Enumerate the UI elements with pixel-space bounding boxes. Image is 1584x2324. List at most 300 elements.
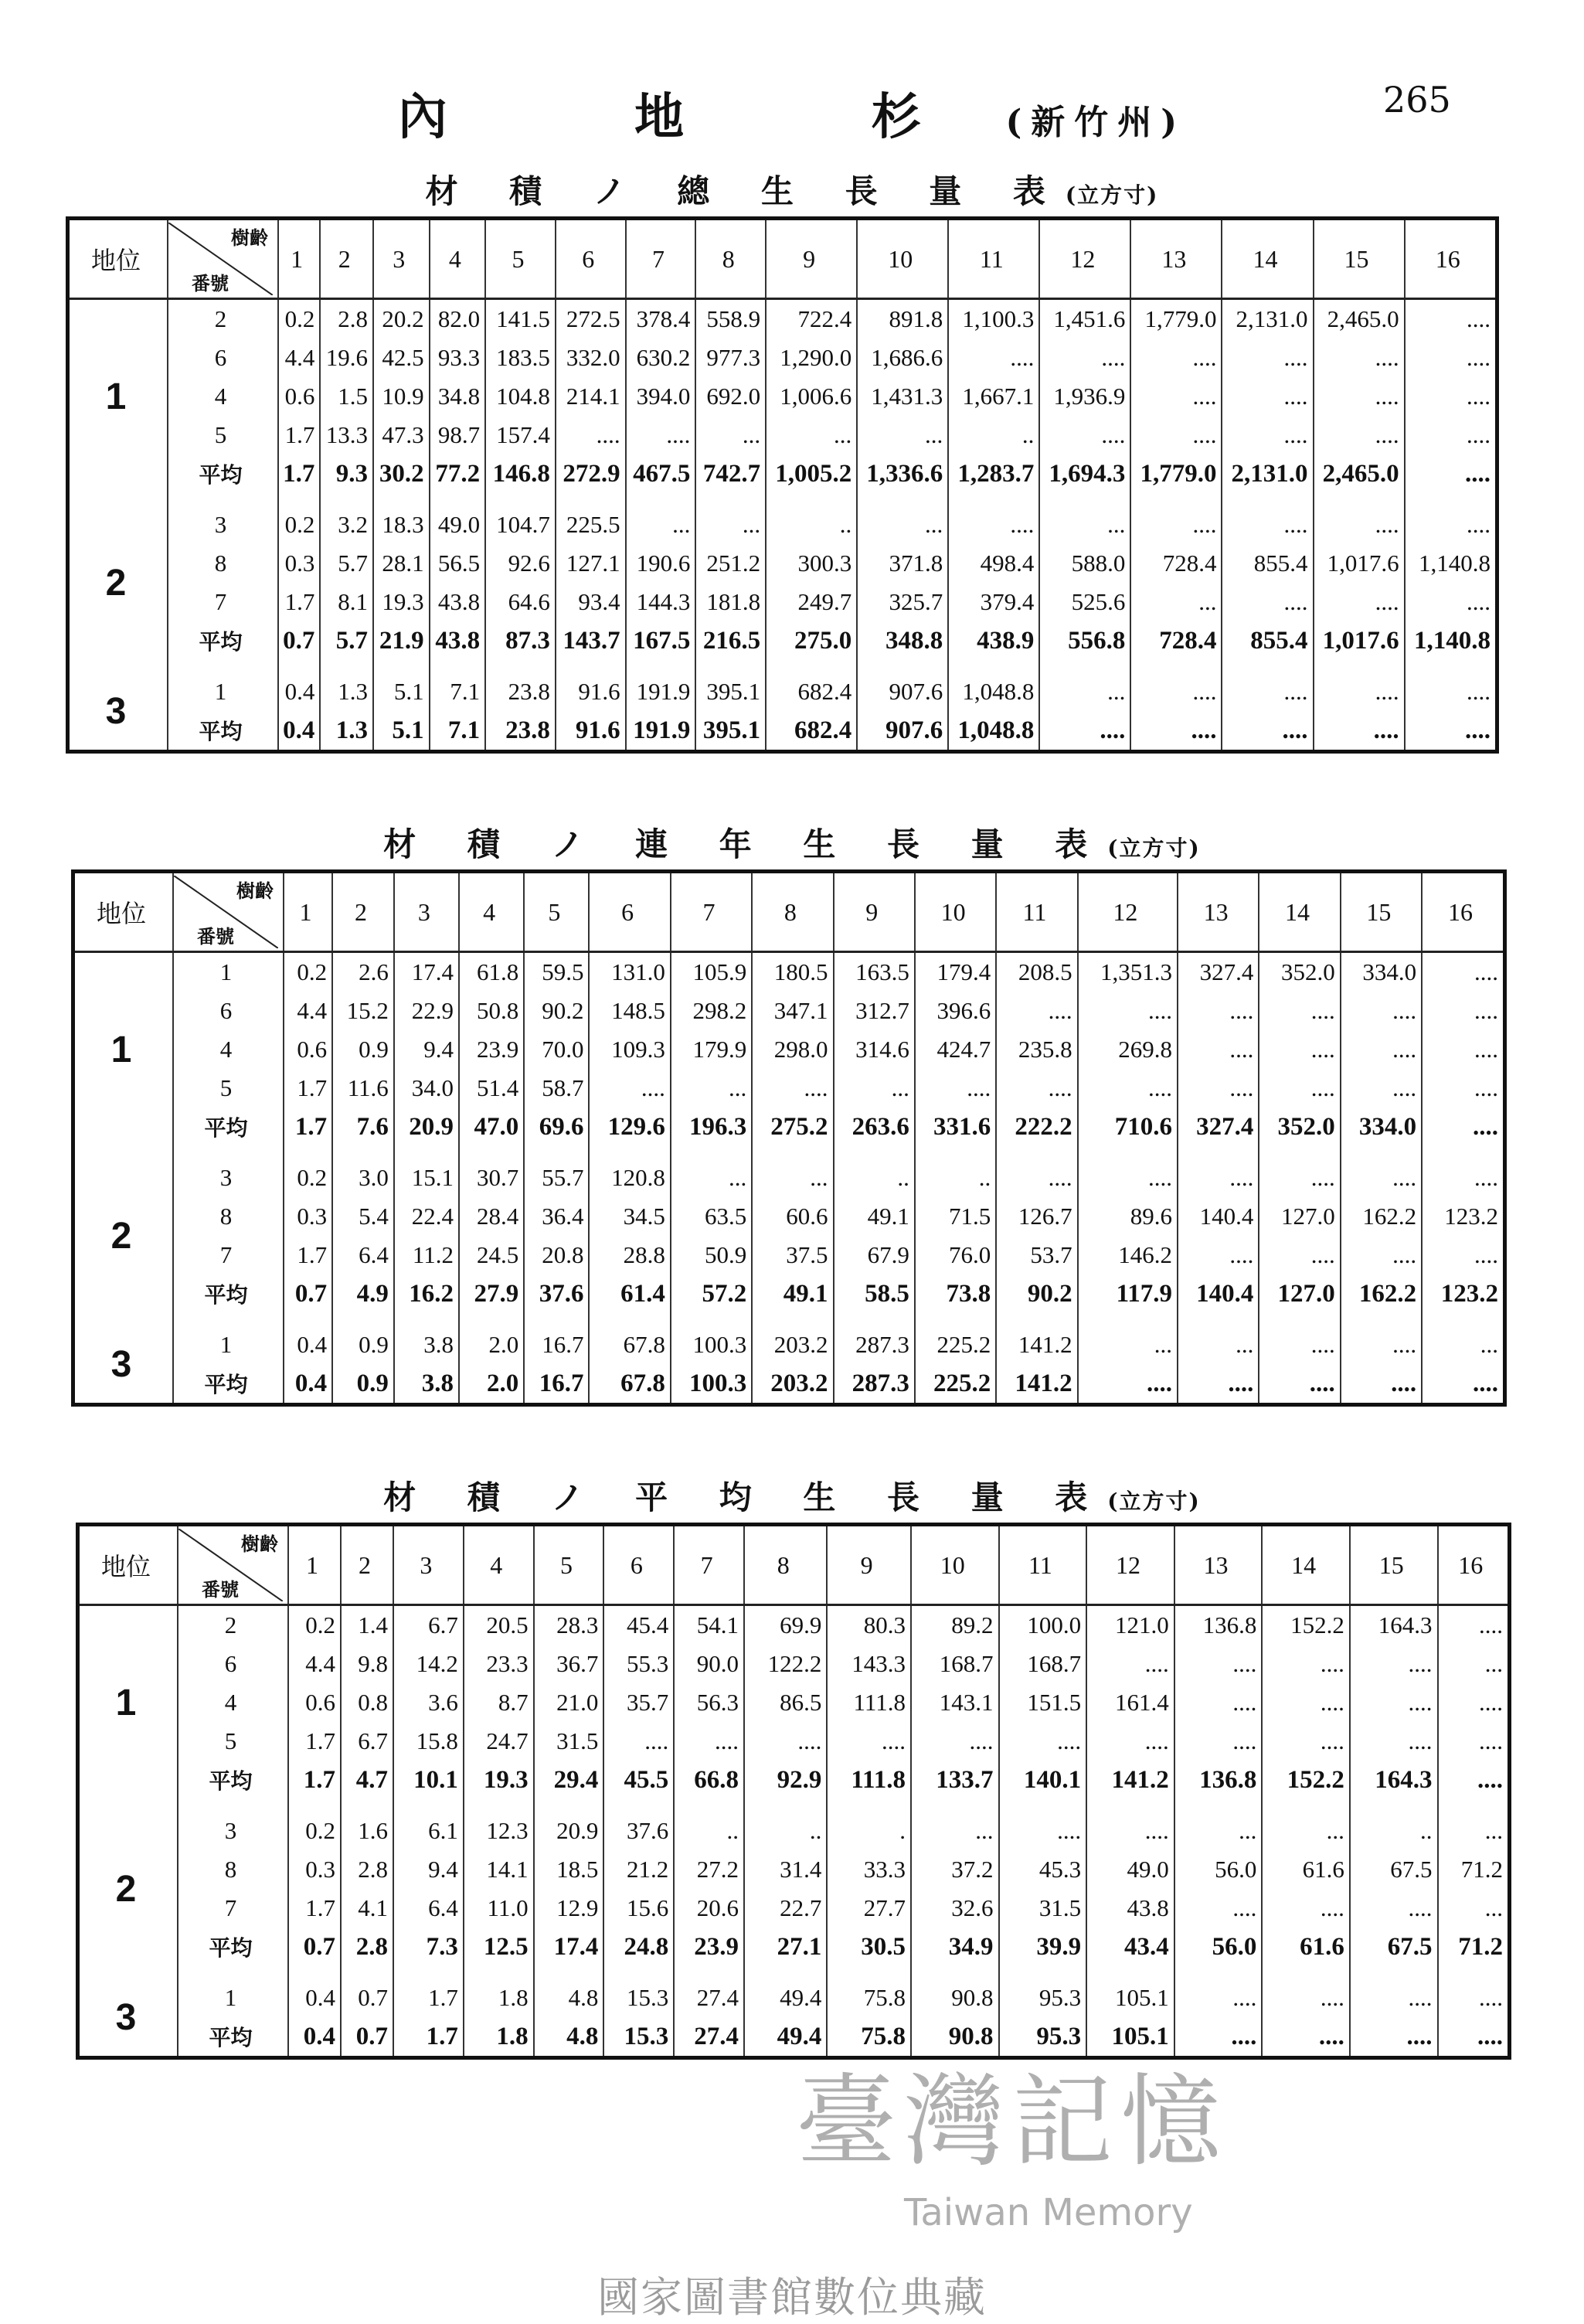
gap-cell [332,1313,394,1325]
age-column-header: 10 [857,219,948,299]
value-cell: 2.8 [341,1850,393,1889]
value-cell: 1.7 [288,1889,341,1928]
value-cell: 24.7 [464,1722,534,1761]
value-cell: 4.8 [534,1979,604,2017]
value-cell: 467.5 [626,454,696,493]
gap-cell [911,1799,999,1812]
gap-cell [168,493,278,505]
value-cell: 43.8 [430,621,486,660]
value-cell: 28.3 [534,1605,604,1645]
value-cell: ... [1178,1325,1259,1364]
gap-cell [834,1146,915,1159]
watermark-text-en: Taiwan Memory [904,2191,1193,2234]
value-cell: .... [1262,1683,1350,1722]
value-cell: 395.1 [695,711,766,752]
gap-cell [288,1966,341,1979]
value-cell: 37.6 [603,1812,674,1850]
average-row [73,1108,1505,1146]
gap-cell [168,660,278,672]
gap-cell [1262,1799,1350,1812]
table-row [73,1236,1505,1274]
value-cell: 161.4 [1086,1683,1174,1722]
value-cell: 61.8 [459,952,524,992]
value-cell: 69.9 [744,1605,827,1645]
value-cell: 16.2 [394,1274,459,1313]
gap-cell [1039,493,1130,505]
value-cell: 4.4 [288,1645,341,1683]
value-cell: 18.3 [373,505,430,544]
age-column-header: 8 [695,219,766,299]
gap-cell [173,1146,284,1159]
value-cell: 8.1 [320,583,373,621]
value-cell: 378.4 [626,299,696,339]
age-column-header: 4 [464,1525,534,1605]
value-cell: 129.6 [589,1108,670,1146]
value-cell: 5.7 [320,544,373,583]
value-cell: .... [603,1722,674,1761]
number-label: 番號 [197,926,234,948]
gap-cell [915,1313,996,1325]
table-row [73,1197,1505,1236]
gap-cell [671,1146,752,1159]
gap-cell [341,1799,393,1812]
value-cell: 120.8 [589,1159,670,1197]
value-cell: 5.1 [373,711,430,752]
tree-number: 8 [168,544,278,583]
group-gap [78,1799,1510,1812]
value-cell: .... [1130,416,1222,454]
gap-cell [485,493,556,505]
value-cell: 0.8 [341,1683,393,1722]
value-cell: .. [834,1159,915,1197]
value-cell: 104.7 [485,505,556,544]
tree-number: 平均 [178,2017,288,2058]
gap-cell [524,1313,589,1325]
value-cell: 27.1 [744,1928,827,1966]
value-cell: .... [752,1069,833,1108]
gap-cell [68,493,168,505]
value-cell: 20.6 [674,1889,744,1928]
age-column-header: 9 [834,872,915,952]
value-cell: 1,290.0 [766,339,857,377]
value-cell: .... [1422,1159,1504,1197]
value-cell: 298.2 [671,992,752,1030]
gap-cell [430,660,486,672]
value-cell: 89.2 [911,1605,999,1645]
value-cell: 5.4 [332,1197,394,1236]
value-cell: 7.1 [430,672,486,711]
age-column-header: 1 [284,872,332,952]
table-row [78,1889,1510,1928]
value-cell: 18.5 [534,1850,604,1889]
value-cell: 70.0 [524,1030,589,1069]
value-cell: 20.9 [534,1812,604,1850]
value-cell: 49.0 [430,505,486,544]
gap-cell [589,1313,670,1325]
age-column-header: 9 [827,1525,911,1605]
gap-cell [1078,1146,1178,1159]
value-cell: 2,465.0 [1314,299,1405,339]
value-cell: 0.2 [288,1812,341,1850]
age-column-header: 3 [394,872,459,952]
value-cell: 28.4 [459,1197,524,1236]
value-cell: .... [1078,992,1178,1030]
value-cell: 525.6 [1039,583,1130,621]
table-row [73,1325,1505,1364]
value-cell: 141.2 [996,1325,1077,1364]
value-cell: ... [911,1812,999,1850]
value-cell: 15.6 [603,1889,674,1928]
value-cell: 9.3 [320,454,373,493]
value-cell: .... [1314,672,1405,711]
diagonal-header [178,1529,283,1601]
gap-cell [73,1146,174,1159]
value-cell: 1.3 [320,672,373,711]
value-cell: 45.4 [603,1605,674,1645]
value-cell: 30.5 [827,1928,911,1966]
value-cell: .... [1350,1645,1438,1683]
number-label: 番號 [192,273,229,294]
value-cell: ... [766,416,857,454]
value-cell: 143.7 [556,621,626,660]
value-cell: 1,667.1 [948,377,1039,416]
value-cell: 347.1 [752,992,833,1030]
tree-number: 5 [168,416,278,454]
table-unit: (立方寸) [1107,1489,1201,1514]
value-cell: 61.4 [589,1274,670,1313]
value-cell: 34.5 [589,1197,670,1236]
value-cell: .... [589,1069,670,1108]
value-cell: . [827,1812,911,1850]
value-cell: 203.2 [752,1364,833,1405]
value-cell: 90.2 [524,992,589,1030]
value-cell: 907.6 [857,672,948,711]
gap-cell [1086,1799,1174,1812]
value-cell: .. [744,1812,827,1850]
value-cell: 0.4 [288,2017,341,2058]
value-cell: 0.6 [278,377,320,416]
value-cell: 1,694.3 [1039,454,1130,493]
value-cell: 111.8 [827,1683,911,1722]
gap-cell [1086,1966,1174,1979]
age-column-header: 5 [534,1525,604,1605]
tree-number: 6 [173,992,284,1030]
age-column-header: 13 [1174,1525,1263,1605]
value-cell: 0.7 [341,2017,393,2058]
value-cell: 91.6 [556,711,626,752]
value-cell: 31.4 [744,1850,827,1889]
age-label: 樹齡 [236,880,274,902]
value-cell: 16.7 [524,1325,589,1364]
age-column-header: 12 [1086,1525,1174,1605]
value-cell: 1,140.8 [1405,621,1497,660]
value-cell: 69.6 [524,1108,589,1146]
gap-cell [752,1146,833,1159]
value-cell: .... [1178,1159,1259,1197]
value-cell: 0.2 [288,1605,341,1645]
value-cell: .... [1178,1236,1259,1274]
value-cell: .... [1314,711,1405,752]
value-cell: 203.2 [752,1325,833,1364]
gap-cell [589,1146,670,1159]
age-column-header: 3 [373,219,430,299]
value-cell: 682.4 [766,711,857,752]
value-cell: 6.7 [393,1605,464,1645]
gap-cell [1174,1966,1263,1979]
value-cell: 163.5 [834,952,915,992]
table-row [78,1722,1510,1761]
value-cell: 23.9 [674,1928,744,1966]
value-cell: .... [1405,377,1497,416]
value-cell: .... [1314,505,1405,544]
value-cell: 0.9 [332,1364,394,1405]
gap-cell [674,1799,744,1812]
value-cell: 7.1 [430,711,486,752]
value-cell: 352.0 [1259,1108,1340,1146]
tree-number: 7 [178,1889,288,1928]
value-cell: .... [1422,1069,1504,1108]
table-row [68,583,1497,621]
site-class: 3 [73,1325,174,1405]
value-cell: 91.6 [556,672,626,711]
age-column-header: 15 [1341,872,1422,952]
value-cell: 3.8 [394,1325,459,1364]
value-cell: .... [999,1722,1087,1761]
group-gap [78,1966,1510,1979]
value-cell: 6.4 [332,1236,394,1274]
value-cell: 31.5 [534,1722,604,1761]
table-unit: (立方寸) [1107,835,1201,861]
value-cell: .... [1422,1236,1504,1274]
value-cell: 54.1 [674,1605,744,1645]
value-cell: 225.2 [915,1325,996,1364]
value-cell: 45.3 [999,1850,1087,1889]
gap-cell [73,1313,174,1325]
value-cell: .... [1262,2017,1350,2058]
value-cell: 168.7 [911,1645,999,1683]
age-label: 樹齡 [231,227,268,249]
tree-number: 3 [178,1812,288,1850]
table-row [68,544,1497,583]
gap-cell [999,1799,1087,1812]
age-column-header: 7 [671,872,752,952]
value-cell: 93.4 [556,583,626,621]
value-cell: .... [1259,992,1340,1030]
value-cell: ... [1262,1812,1350,1850]
value-cell: 23.9 [459,1030,524,1069]
value-cell: 4.9 [332,1274,394,1313]
value-cell: 0.3 [284,1197,332,1236]
value-cell: .. [674,1812,744,1850]
gap-cell [626,660,696,672]
value-cell: .... [915,1069,996,1108]
value-cell: 90.8 [911,1979,999,2017]
gap-cell [459,1313,524,1325]
value-cell: 9.4 [393,1850,464,1889]
value-cell: 75.8 [827,2017,911,2058]
value-cell: 123.2 [1422,1274,1504,1313]
value-cell: 191.9 [626,672,696,711]
value-cell: .... [1438,1605,1510,1645]
age-column-header: 4 [430,219,486,299]
value-cell: 29.4 [534,1761,604,1799]
value-cell: .... [1405,505,1497,544]
gap-cell [603,1966,674,1979]
value-cell: .... [1174,1683,1263,1722]
value-cell: 181.8 [695,583,766,621]
value-cell: 136.8 [1174,1761,1263,1799]
value-cell: 352.0 [1259,952,1340,992]
header-row [73,872,1505,952]
gap-cell [671,1313,752,1325]
age-column-header: 16 [1422,872,1504,952]
value-cell: .... [1405,583,1497,621]
value-cell: 300.3 [766,544,857,583]
value-cell: 314.6 [834,1030,915,1069]
value-cell: 19.3 [464,1761,534,1799]
value-cell: 92.9 [744,1761,827,1799]
value-cell: 249.7 [766,583,857,621]
value-cell: 87.3 [485,621,556,660]
number-label: 番號 [202,1579,239,1601]
tree-number: 平均 [168,711,278,752]
value-cell: 19.6 [320,339,373,377]
value-cell: .... [1222,416,1313,454]
value-cell: 1.6 [341,1812,393,1850]
value-cell: 2,131.0 [1222,299,1313,339]
age-column-header: 9 [766,219,857,299]
average-row [78,2017,1510,2058]
value-cell: 556.8 [1039,621,1130,660]
value-cell: 36.7 [534,1645,604,1683]
site-class: 3 [68,672,168,752]
gap-cell [178,1799,288,1812]
age-column-header: 2 [341,1525,393,1605]
value-cell: ... [1039,672,1130,711]
value-cell: .... [1130,505,1222,544]
tree-number: 4 [173,1030,284,1069]
value-cell: 2,465.0 [1314,454,1405,493]
value-cell: 20.9 [394,1108,459,1146]
value-cell: .... [1078,1069,1178,1108]
value-cell: 1,017.6 [1314,544,1405,583]
age-number-header [178,1525,288,1605]
value-cell: 6.1 [393,1812,464,1850]
value-cell: 33.3 [827,1850,911,1889]
value-cell: 588.0 [1039,544,1130,583]
gap-cell [834,1313,915,1325]
value-cell: 95.3 [999,2017,1087,2058]
value-cell: 371.8 [857,544,948,583]
value-cell: 1.7 [288,1722,341,1761]
value-cell: 14.2 [393,1645,464,1683]
value-cell: 728.4 [1130,621,1222,660]
value-cell: .... [1178,992,1259,1030]
value-cell: 131.0 [589,952,670,992]
value-cell: .... [1350,1889,1438,1928]
value-cell: 37.2 [911,1850,999,1889]
gap-cell [999,1966,1087,1979]
tree-number: 2 [168,299,278,339]
gap-cell [485,660,556,672]
page-number: 265 [1383,79,1451,121]
value-cell: .... [1259,1159,1340,1197]
value-cell: 396.6 [915,992,996,1030]
value-cell: ... [626,505,696,544]
value-cell: ... [857,505,948,544]
value-cell: 17.4 [534,1928,604,1966]
value-cell: .... [996,992,1077,1030]
table-row [68,377,1497,416]
value-cell: .... [1262,1889,1350,1928]
tree-number: 平均 [173,1108,284,1146]
age-column-header: 6 [589,872,670,952]
value-cell: .... [1222,711,1313,752]
value-cell: 71.5 [915,1197,996,1236]
value-cell: 742.7 [695,454,766,493]
gap-cell [695,493,766,505]
value-cell: 67.5 [1350,1928,1438,1966]
title-region: (新竹州) [1005,103,1187,142]
value-cell: 1.7 [284,1069,332,1108]
gap-cell [278,493,320,505]
gap-cell [393,1966,464,1979]
value-cell: 24.8 [603,1928,674,1966]
table-title-text: 材 積 ノ 連 年 生 長 量 表 [383,825,1108,863]
title-text: 內 地 杉 [397,88,1006,146]
page-title [0,77,1584,148]
value-cell: 348.8 [857,621,948,660]
value-cell: ... [1438,1645,1510,1683]
value-cell: .... [948,505,1039,544]
value-cell: 7.6 [332,1108,394,1146]
value-cell: 325.7 [857,583,948,621]
value-cell: 275.0 [766,621,857,660]
table-title-text: 材 積 ノ 總 生 長 量 表 [425,172,1066,210]
gap-cell [332,1146,394,1159]
gap-cell [766,493,857,505]
tree-number: 1 [178,1979,288,2017]
value-cell: .... [1438,2017,1510,2058]
value-cell: 327.4 [1178,1108,1259,1146]
gap-cell [556,660,626,672]
gap-cell [284,1146,332,1159]
age-column-header: 14 [1262,1525,1350,1605]
age-column-header: 8 [744,1525,827,1605]
value-cell: ... [1174,1812,1263,1850]
gap-cell [1341,1313,1422,1325]
value-cell: .... [1405,711,1497,752]
tree-number: 平均 [173,1274,284,1313]
value-cell: .... [1314,583,1405,621]
value-cell: 28.1 [373,544,430,583]
diagonal-header [168,223,273,295]
average-row [78,1928,1510,1966]
value-cell: .... [911,1722,999,1761]
tree-number: 7 [173,1236,284,1274]
age-column-header: 15 [1314,219,1405,299]
value-cell: 196.3 [671,1108,752,1146]
value-cell: 133.7 [911,1761,999,1799]
value-cell: 140.4 [1178,1274,1259,1313]
value-cell: 11.6 [332,1069,394,1108]
gap-cell [911,1966,999,1979]
value-cell: 77.2 [430,454,486,493]
site-class: 1 [68,299,168,494]
age-column-header: 7 [674,1525,744,1605]
gap-cell [393,1799,464,1812]
value-cell: 0.4 [284,1364,332,1405]
